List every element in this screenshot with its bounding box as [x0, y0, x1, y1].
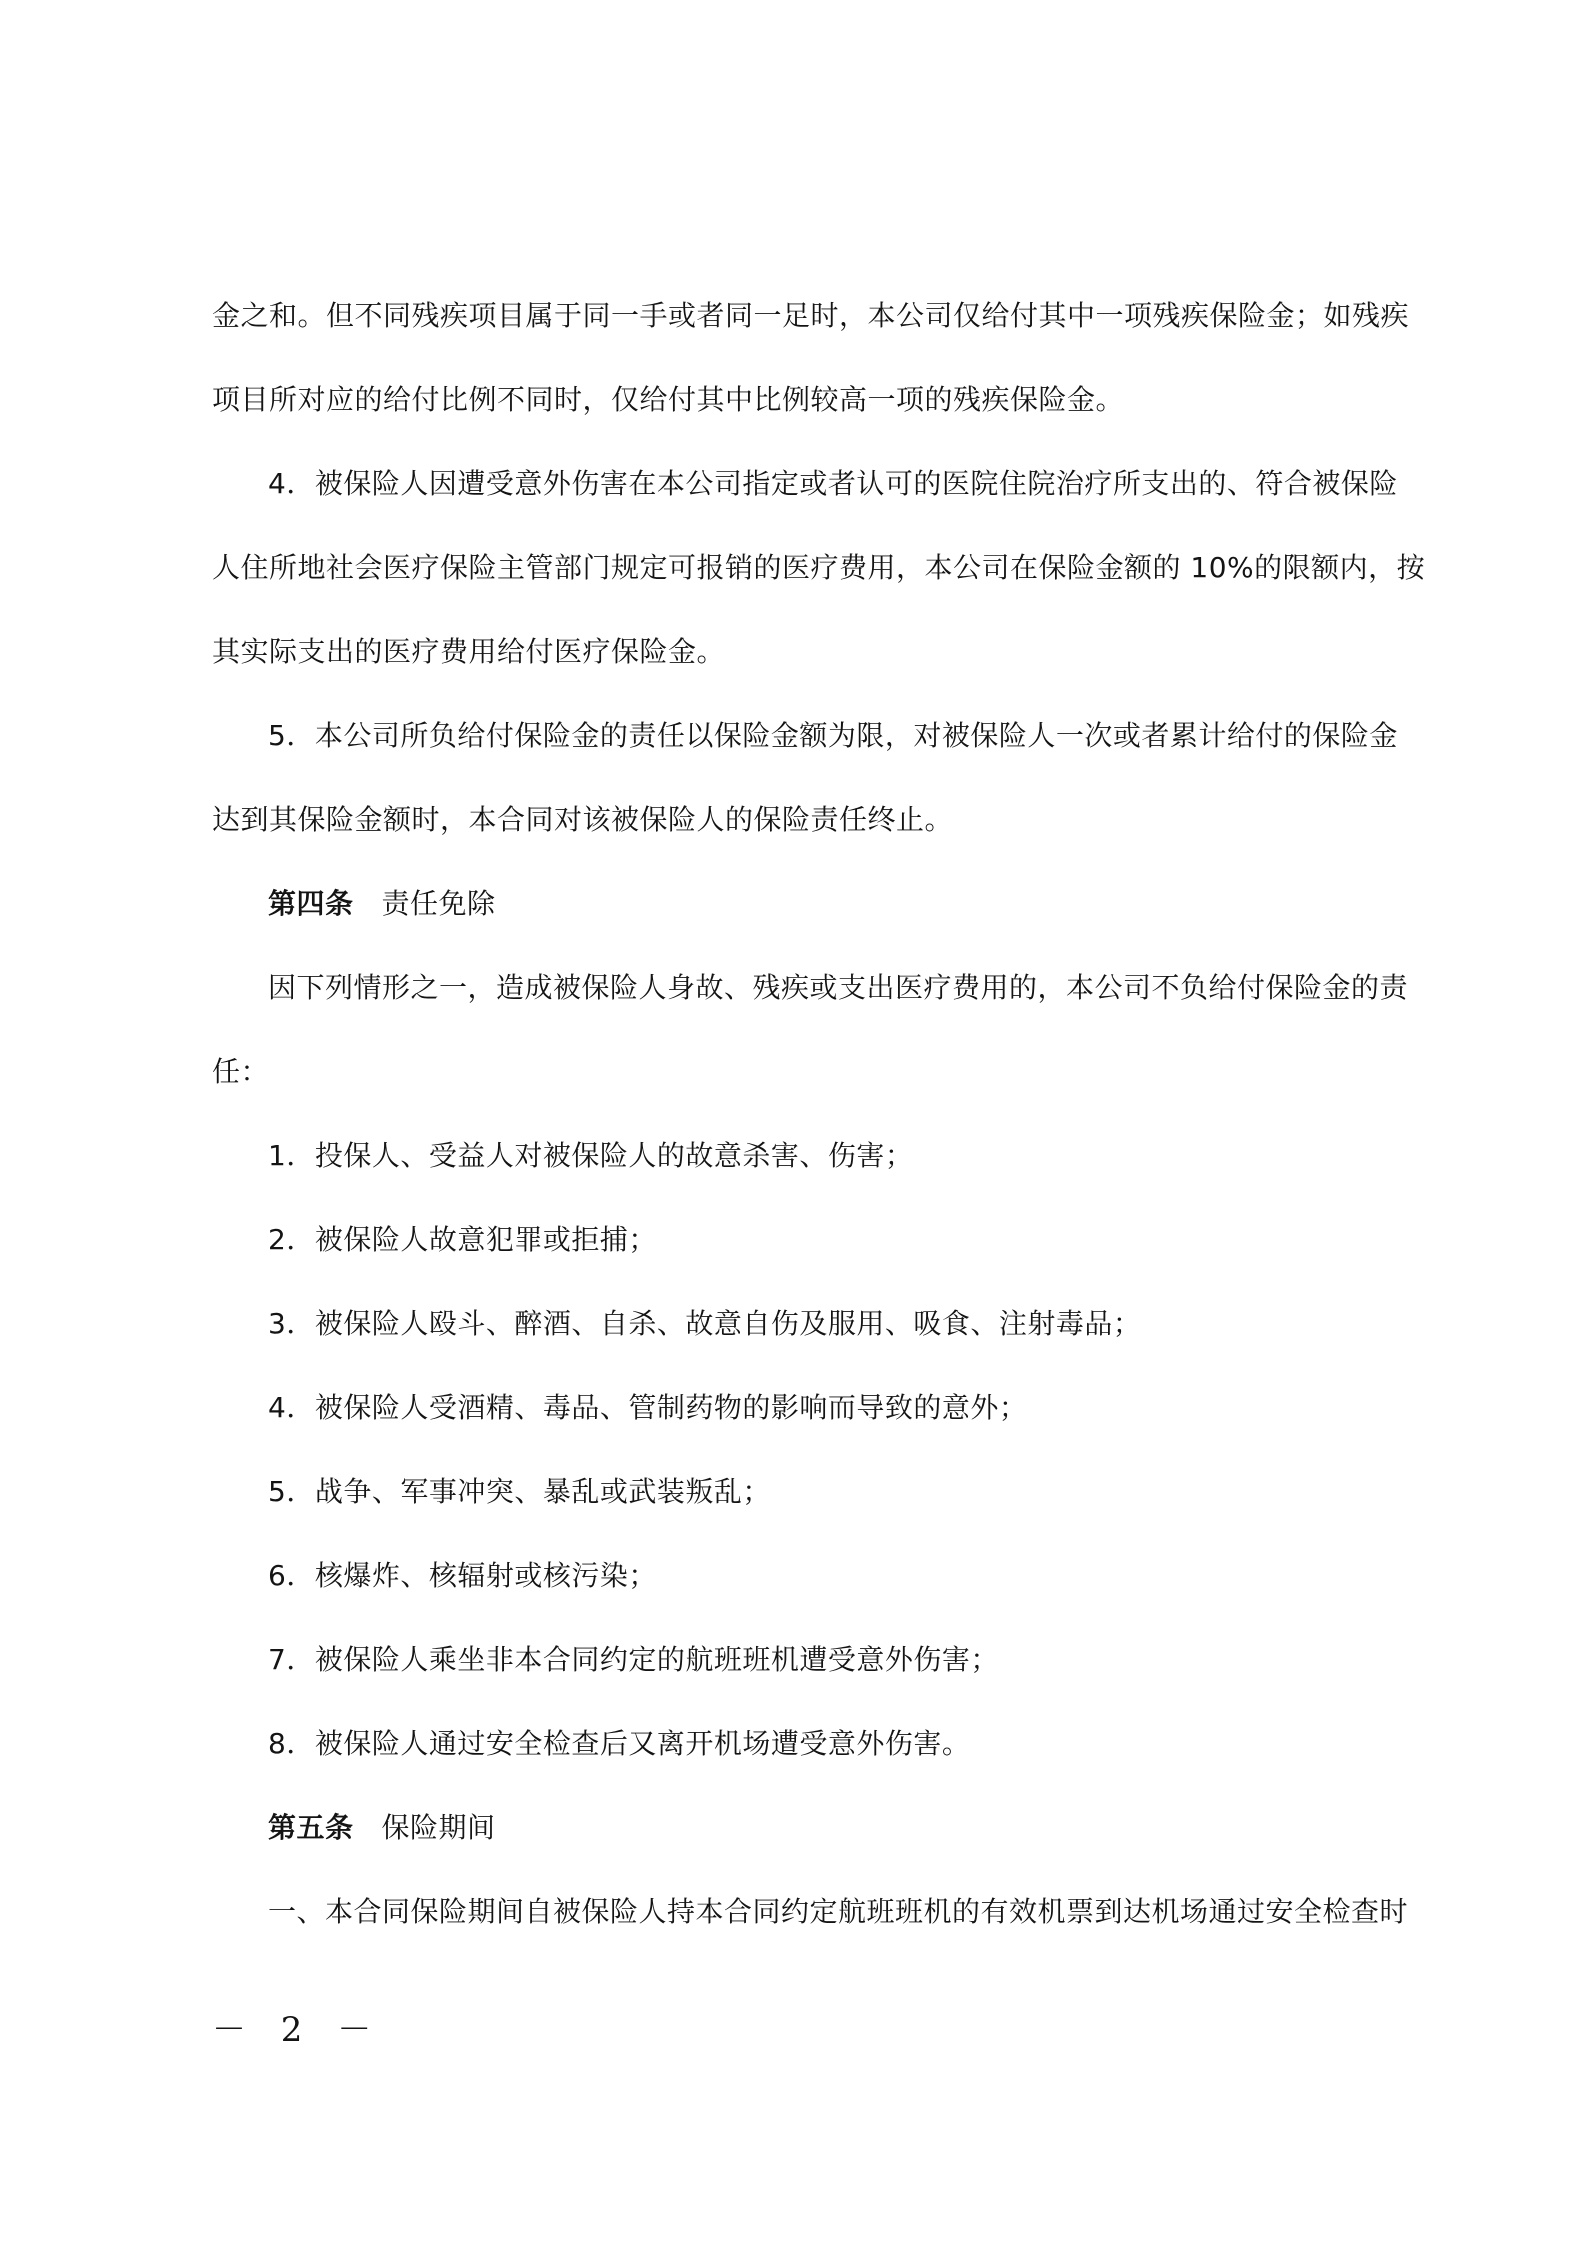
exclusion-item: 7．被保险人乘坐非本合同约定的航班班机遭受意外伤害； — [268, 1643, 999, 1676]
exclusion-item: 3．被保险人殴斗、醉酒、自杀、故意自伤及服用、吸食、注射毒品； — [268, 1307, 1142, 1340]
article-4-heading — [268, 884, 1458, 924]
article-5-heading — [268, 1808, 1458, 1848]
article-title: 责任免除 — [381, 887, 496, 920]
exclusion-item: 8．被保险人通过安全检查后又离开机场遭受意外伤害。 — [268, 1727, 971, 1760]
paragraph-line: 金之和。但不同残疾项目属于同一手或者同一足时，本公司仅给付其中一项残疾保险金；如残疾 — [212, 299, 1410, 332]
paragraph-line: 一、本合同保险期间自被保险人持本合同约定航班班机的有效机票到达机场通过安全检查时 — [268, 1895, 1409, 1928]
exclusion-item: 4．被保险人受酒精、毒品、管制药物的影响而导致的意外； — [268, 1391, 1028, 1424]
paragraph-line: 人住所地社会医疗保险主管部门规定可报销的医疗费用，本公司在保险金额的 10%的限额内，按 — [212, 551, 1426, 584]
article-title: 保险期间 — [381, 1811, 496, 1844]
exclusion-item: 6．核爆炸、核辐射或核污染； — [268, 1559, 657, 1592]
article-number: 第四条 — [268, 887, 354, 920]
paragraph-line: 4．被保险人因遭受意外伤害在本公司指定或者认可的医院住院治疗所支出的、符合被保险 — [268, 467, 1398, 500]
paragraph-line: 其实际支出的医疗费用给付医疗保险金。 — [212, 635, 726, 668]
exclusion-item: 1．投保人、受益人对被保险人的故意杀害、伤害； — [268, 1139, 914, 1172]
exclusion-item: 2．被保险人故意犯罪或拒捕； — [268, 1223, 657, 1256]
exclusion-item: 5．战争、军事冲突、暴乱或武装叛乱； — [268, 1475, 771, 1508]
page-number: － 2 － — [212, 2010, 384, 2050]
paragraph-line: 任： — [212, 1055, 270, 1088]
paragraph-line: 5．本公司所负给付保险金的责任以保险金额为限，对被保险人一次或者累计给付的保险金 — [268, 719, 1398, 752]
paragraph-line: 因下列情形之一，造成被保险人身故、残疾或支出医疗费用的，本公司不负给付保险金的责 — [268, 971, 1409, 1004]
paragraph-line: 达到其保险金额时，本合同对该被保险人的保险责任终止。 — [212, 803, 954, 836]
paragraph-line: 项目所对应的给付比例不同时，仅给付其中比例较高一项的残疾保险金。 — [212, 383, 1125, 416]
article-number: 第五条 — [268, 1811, 354, 1844]
